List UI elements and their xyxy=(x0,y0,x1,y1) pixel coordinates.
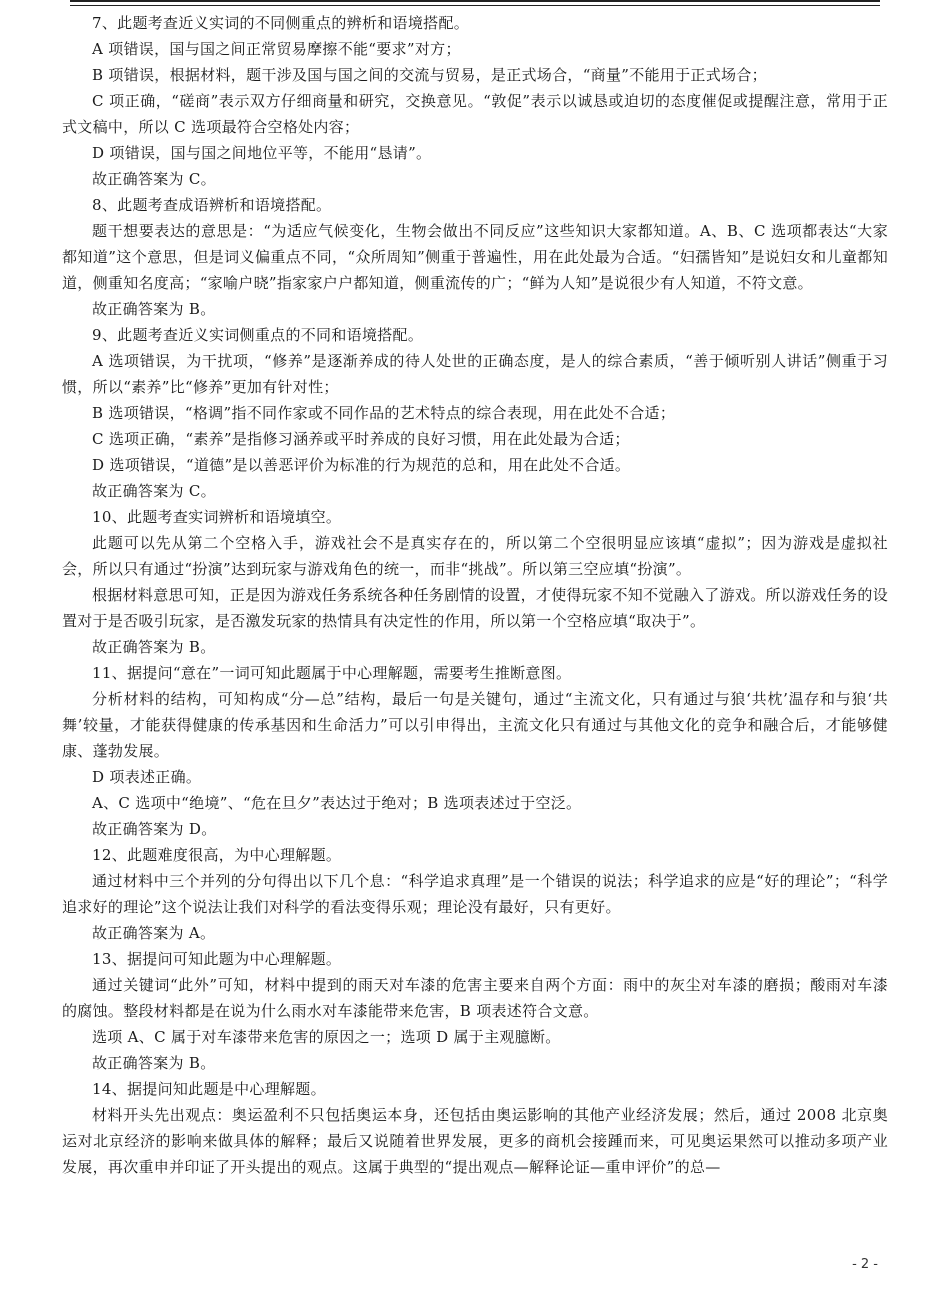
paragraph: D 项错误，国与国之间地位平等，不能用“恳请”。 xyxy=(92,144,432,162)
paragraph: 此题可以先从第二个空格入手，游戏社会不是真实存在的，所以第二个空很明显应该填“虚拟”；因为游戏是虚拟社会，所以只有通过“扮演”达到玩家与游戏角色的统一，而非“挑战”。所以第三空应填“扮演”。 xyxy=(62,534,888,578)
answer-line: 故正确答案为 B。 xyxy=(92,300,216,318)
paragraph: 通过关键词“此外”可知，材料中提到的雨天对车漆的危害主要来自两个方面：雨中的灰尘对车漆的磨损；酸雨对车漆的腐蚀。整段材料都是在说为什么雨水对车漆能带来危害，B 项表述符合文意。 xyxy=(62,976,888,1020)
answer-line: 故正确答案为 A。 xyxy=(92,924,216,942)
paragraph: A 选项错误，为干扰项，“修养”是逐渐养成的待人处世的正确态度，是人的综合素质，“善于倾听别人讲话”侧重于习惯，所以“素养”比“修养”更加有针对性； xyxy=(62,352,888,396)
question-heading: 8、此题考查成语辨析和语境搭配。 xyxy=(92,196,332,214)
paragraph: C 项正确，“磋商”表示双方仔细商量和研究，交换意见。“敦促”表示以诚恳或迫切的态度催促或提醒注意，常用于正式文稿中，所以 C 选项最符合空格处内容； xyxy=(62,92,888,136)
question-heading: 11、据提问“意在”一词可知此题属于中心理解题，需要考生推断意图。 xyxy=(92,664,572,682)
paragraph: 7、此题考查近义实词的不同侧重点的辨析和语境搭配。 xyxy=(92,14,470,32)
answer-line: 故正确答案为 B。 xyxy=(92,1054,216,1072)
answer-line: 故正确答案为 C。 xyxy=(92,482,216,500)
paragraph: 题干想要表达的意思是：“为适应气候变化，生物会做出不同反应”这些知识大家都知道。A、B、C 选项都表达“大家都知道”这个意思，但是词义偏重点不同，“众所周知”侧重于普遍性，用在此处最为合适。“妇孺皆知”是说妇女和儿童都知道，侧重知名度高；“家喻户晓”指家家户户都知道，侧重流传的广；“鲜为人知”是说很少有人知道，不符文意。 xyxy=(62,222,888,292)
paragraph: 根据材料意思可知，正是因为游戏任务系统各种任务剧情的设置，才使得玩家不知不觉融入了游戏。所以游戏任务的设置对于是否吸引玩家，是否激发玩家的热情具有决定性的作用，所以第一个空格应填“取决于”。 xyxy=(62,586,888,630)
question-heading: 10、此题考查实词辨析和语境填空。 xyxy=(92,508,342,526)
paragraph: B 项错误，根据材料，题干涉及国与国之间的交流与贸易，是正式场合，“商量”不能用于正式场合； xyxy=(92,66,767,84)
paragraph: B 选项错误，“格调”指不同作家或不同作品的艺术特点的综合表现，用在此处不合适； xyxy=(92,404,676,422)
paragraph: A、C 选项中“绝境”、“危在旦夕”表达过于绝对；B 选项表述过于空泛。 xyxy=(92,794,582,812)
paragraph: C 选项正确，“素养”是指修习涵养或平时养成的良好习惯，用在此处最为合适； xyxy=(92,430,630,448)
paragraph: 选项 A、C 属于对车漆带来危害的原因之一；选项 D 属于主观臆断。 xyxy=(92,1028,561,1046)
question-heading: 14、据提问知此题是中心理解题。 xyxy=(92,1080,326,1098)
header-rule-thin xyxy=(70,5,880,6)
answer-line: 故正确答案为 D。 xyxy=(92,820,217,838)
answer-line: 故正确答案为 B。 xyxy=(92,638,216,656)
paragraph: 通过材料中三个并列的分句得出以下几个息：“科学追求真理”是一个错误的说法；科学追求的应是“好的理论”；“科学追求好的理论”这个说法让我们对科学的看法变得乐观；理论没有最好，只有更好。 xyxy=(62,872,888,916)
page-number: - 2 - xyxy=(852,1257,878,1272)
paragraph: 分析材料的结构，可知构成“分—总”结构，最后一句是关键句，通过“主流文化，只有通过与狼‘共枕’温存和与狼‘共舞’较量，才能获得健康的传承基因和生命活力”可以引申得出，主流文化只有通过与其他文化的竞争和融合后，才能够健康、蓬勃发展。 xyxy=(62,690,888,760)
paragraph: 材料开头先出观点：奥运盈利不只包括奥运本身，还包括由奥运影响的其他产业经济发展；然后，通过 2008 北京奥运对北京经济的影响来做具体的解释；最后又说随着世界发展，更多的商机会接踵而来，可见奥运果然可以推动多项产业发展，再次重申并印证了开头提出的观点。这属于典型的“提出观点—解释论证—重申评价”的总— xyxy=(62,1106,888,1176)
answer-explanations xyxy=(62,10,888,1180)
paragraph: D 选项错误，“道德”是以善恶评价为标准的行为规范的总和，用在此处不合适。 xyxy=(92,456,631,474)
answer-line: 故正确答案为 C。 xyxy=(92,170,216,188)
header-rule xyxy=(70,0,880,2)
question-heading: 9、此题考查近义实词侧重点的不同和语境搭配。 xyxy=(92,326,424,344)
question-heading: 12、此题难度很高，为中心理解题。 xyxy=(92,846,342,864)
paragraph: A 项错误，国与国之间正常贸易摩擦不能“要求”对方； xyxy=(92,40,461,58)
question-heading: 13、据提问可知此题为中心理解题。 xyxy=(92,950,342,968)
paragraph: D 项表述正确。 xyxy=(92,768,202,786)
